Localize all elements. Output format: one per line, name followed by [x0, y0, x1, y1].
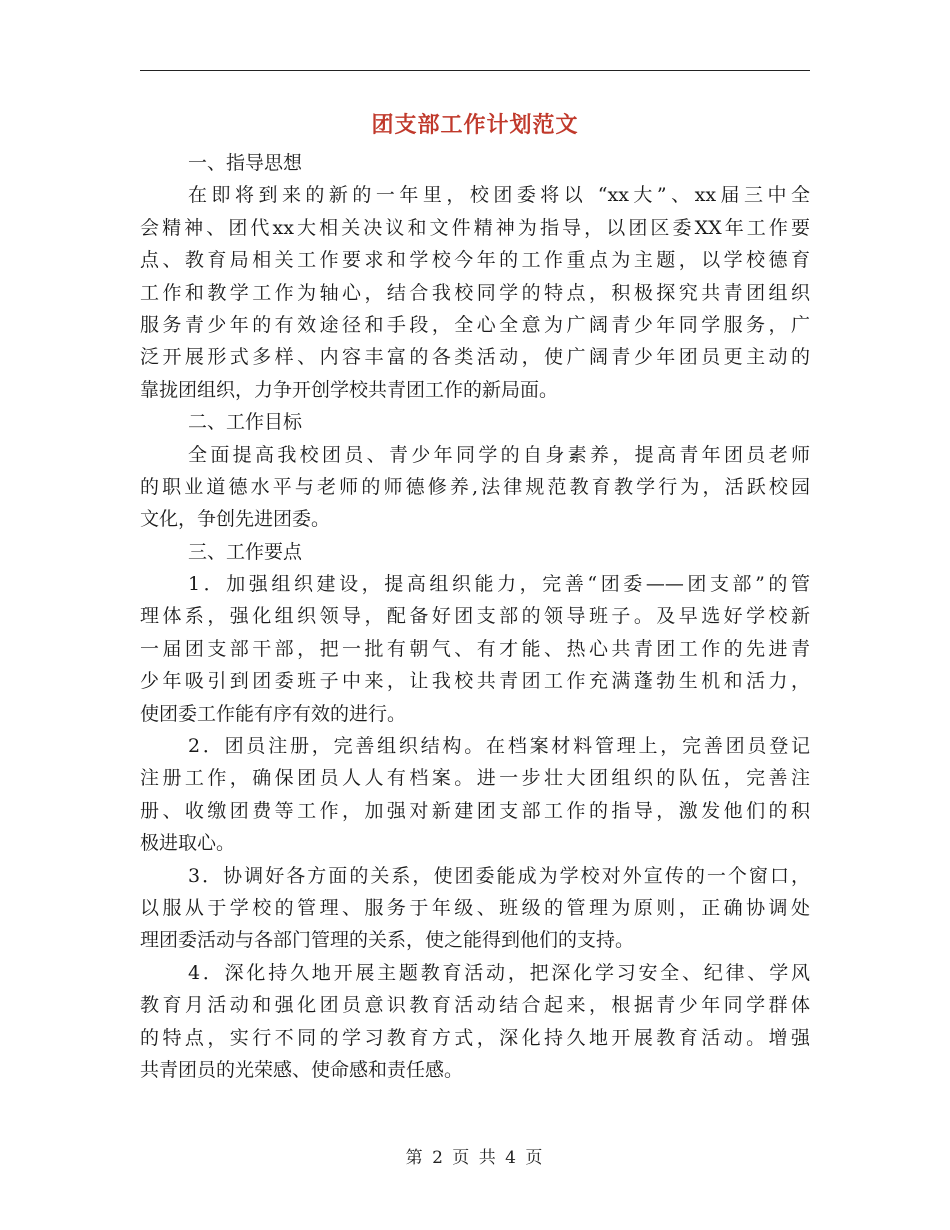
paragraph-line: 极进取心。	[140, 832, 236, 855]
paragraph-line: 服务青少年的有效途径和手段，全心全意为广阔青少年同学服务，广	[140, 313, 810, 336]
paragraph-line: 少年吸引到团委班子中来，让我校共青团工作充满蓬勃生机和活力，	[140, 670, 810, 693]
paragraph-line: 3．协调好各方面的关系，使团委能成为学校对外宣传的一个窗口，	[188, 864, 810, 887]
paragraph-line: 工作和教学工作为轴心，结合我校同学的特点，积极探究共青团组织	[140, 281, 810, 304]
paragraph-line: 2．团员注册，完善组织结构。在档案材料管理上，完善团员登记	[188, 735, 810, 758]
paragraph-line: 点、教育局相关工作要求和学校今年的工作重点为主题，以学校德育	[140, 249, 810, 272]
document-body	[140, 147, 810, 1086]
paragraph-line: 一届团支部干部，把一批有朝气、有才能、热心共青团工作的先进青	[140, 637, 810, 660]
paragraph-line: 会精神、团代xx大相关决议和文件精神为指导，以团区委XX年工作要	[140, 216, 810, 239]
paragraph-line: 以服从于学校的管理、服务于年级、班级的管理为原则，正确协调处	[140, 896, 810, 919]
paragraph-line: 靠拢团组织，力争开创学校共青团工作的新局面。	[140, 378, 559, 401]
paragraph-line: 理团委活动与各部门管理的关系，使之能得到他们的支持。	[140, 929, 635, 952]
paragraph-line: 文化，争创先进团委。	[140, 508, 331, 531]
paragraph-line: 在即将到来的新的一年里，校团委将以 “xx大”、xx届三中全	[188, 184, 810, 207]
page-number-footer: 第 2 页 共 4 页	[405, 1148, 545, 1168]
paragraph-line: 4．深化持久地开展主题教育活动，把深化学习安全、纪律、学风	[188, 961, 810, 984]
section-heading: 二、工作目标	[188, 411, 303, 434]
paragraph-line: 的职业道德水平与老师的师德修养,法律规范教育教学行为，活跃校园	[140, 475, 810, 498]
paragraph-line: 1．加强组织建设，提高组织能力，完善“团委——团支部”的管	[188, 573, 810, 596]
paragraph-line: 使团委工作能有序有效的进行。	[140, 702, 407, 725]
header-rule	[140, 70, 810, 71]
paragraph-line: 共青团员的光荣感、使命感和责任感。	[140, 1058, 464, 1081]
paragraph-line: 理体系，强化组织领导，配备好团支部的领导班子。及早选好学校新	[140, 605, 810, 628]
paragraph-line: 泛开展形式多样、内容丰富的各类活动，使广阔青少年团员更主动的	[140, 346, 810, 369]
paragraph-line: 注册工作，确保团员人人有档案。进一步壮大团组织的队伍，完善注	[140, 767, 810, 790]
document-title: 团支部工作计划范文	[371, 113, 579, 138]
section-heading: 三、工作要点	[188, 540, 303, 563]
section-heading: 一、指导思想	[188, 152, 303, 174]
paragraph-line: 册、收缴团费等工作，加强对新建团支部工作的指导，激发他们的积	[140, 799, 810, 822]
paragraph-line: 的特点，实行不同的学习教育方式，深化持久地开展教育活动。增强	[140, 1026, 810, 1049]
paragraph-line: 全面提高我校团员、青少年同学的自身素养，提高青年团员老师	[188, 443, 810, 466]
paragraph-line: 教育月活动和强化团员意识教育活动结合起来，根据青少年同学群体	[140, 994, 810, 1017]
